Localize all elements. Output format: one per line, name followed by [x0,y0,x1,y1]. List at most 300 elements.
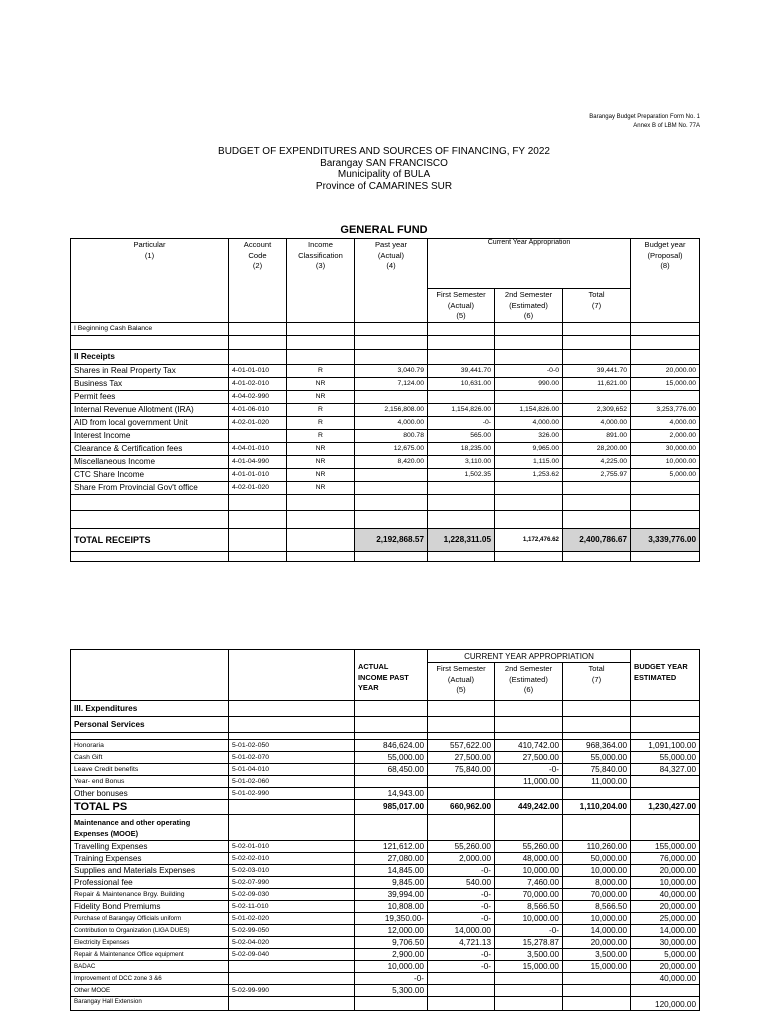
blank-cell [287,551,355,561]
blank-cell [428,815,495,841]
budget-year-cell: 1,091,100.00 [631,740,700,752]
particular-cell: Other bonuses [71,788,229,800]
first-semester-cell: 565.00 [428,429,495,442]
particular-cell: Training Expenses [71,853,229,865]
past-year-cell: 10,808.00 [355,901,428,913]
beginning-balance-label: I Beginning Cash Balance [71,322,229,335]
particular-cell: Contribution to Organization (LIGA DUES) [71,925,229,937]
blank-cell [229,815,355,841]
blank-cell [495,510,563,528]
account-code-cell: 5-01-02-990 [229,788,355,800]
beginning-balance-row [71,322,700,335]
account-code-cell: 5-01-02-060 [229,776,355,788]
blank-cell [355,815,428,841]
account-code-cell: 4-04-02-990 [229,390,287,403]
form-reference-line1: Barangay Budget Preparation Form No. 1 [589,114,700,120]
exp-header-total: Total (7) [563,663,631,701]
header-total: Total (7) [563,289,631,323]
total-past-year: 2,192,868.57 [355,528,428,551]
total-first-semester: 1,228,311.05 [428,528,495,551]
table-row [71,442,700,455]
table-row [71,429,700,442]
blank-cell [495,733,563,740]
blank-cell [355,733,428,740]
expenditures-header-row [71,650,700,663]
account-code-cell: 4-01-02-010 [229,377,287,390]
account-code-cell [229,961,355,973]
budget-year-cell: 5,000.00 [631,949,700,961]
blank-row [71,551,700,561]
second-semester-cell: 55,260.00 [495,841,563,853]
blank-cell [71,551,229,561]
total-receipts-row [71,528,700,551]
first-semester-cell: 14,000.00 [428,925,495,937]
first-semester-cell: 39,441.70 [428,364,495,377]
total-total: 2,400,786.67 [563,528,631,551]
budget-year-cell: 2,000.00 [631,429,700,442]
table-row [71,853,700,865]
past-year-cell: 12,675.00 [355,442,428,455]
second-semester-cell [495,973,563,985]
past-year-cell: 8,420.00 [355,455,428,468]
table-row [71,913,700,925]
blank-cell [495,815,563,841]
particular-cell: Shares in Real Property Tax [71,364,229,377]
account-code-cell: 5-02-99-990 [229,985,355,997]
header-budget-year: Budget year (Proposal) (8) [631,239,700,323]
budget-year-cell: 3,253,776.00 [631,403,700,416]
particular-cell: Supplies and Materials Expenses [71,865,229,877]
first-semester-cell: -0- [428,865,495,877]
blank-cell [229,701,355,717]
blank-cell [428,551,495,561]
header-current-year: Current Year Appropriation [428,239,631,289]
past-year-cell: 14,845.00 [355,865,428,877]
account-code-cell [229,429,287,442]
header-first-semester: First Semester (Actual) (5) [428,289,495,323]
table-row [71,764,700,776]
particular-cell: Professional fee [71,877,229,889]
blank-row [71,335,700,349]
first-semester-cell: 1,154,826.00 [428,403,495,416]
particular-cell: Year- end Bonus [71,776,229,788]
past-year-cell [355,468,428,481]
budget-year-cell: 25,000.00 [631,913,700,925]
total-cell: 4,000.00 [563,416,631,429]
account-code-cell: 4-01-04-990 [229,455,287,468]
table-row [71,752,700,764]
account-code-cell: 4-01-01-010 [229,364,287,377]
past-year-cell: 7,124.00 [355,377,428,390]
second-semester-cell [495,481,563,494]
second-semester-cell: 1,154,826.00 [495,403,563,416]
blank-cell [428,510,495,528]
past-year-cell: 27,080.00 [355,853,428,865]
receipts-header-row [71,239,700,289]
second-semester-cell: 3,500.00 [495,949,563,961]
account-code-cell: 5-02-03-010 [229,865,355,877]
past-year-cell: -0- [355,973,428,985]
first-semester-cell: 27,500.00 [428,752,495,764]
second-semester-cell: -0- [495,764,563,776]
total-ps-budget: 1,230,427.00 [631,800,700,815]
second-semester-cell: 27,500.00 [495,752,563,764]
total-ps-total: 1,110,204.00 [563,800,631,815]
second-semester-cell: 9,965.00 [495,442,563,455]
blank-cell [563,551,631,561]
blank-cell [631,788,700,800]
account-code-cell: 4-04-01-010 [229,442,287,455]
blank-cell [495,997,563,1011]
fund-title: GENERAL FUND [340,224,428,236]
particular-cell: Miscellaneous Income [71,455,229,468]
blank-row [71,494,700,510]
first-semester-cell: 4,721.13 [428,937,495,949]
table-row [71,481,700,494]
total-cell: 11,621.00 [563,377,631,390]
budget-year-cell: 10,000.00 [631,877,700,889]
total-cell: 891.00 [563,429,631,442]
account-code-cell: 4-02-01-020 [229,481,287,494]
exp-header-first-semester: First Semester (Actual) (5) [428,663,495,701]
blank-cell [631,551,700,561]
income-class-cell: R [287,429,355,442]
budget-year-cell: 15,000.00 [631,377,700,390]
total-cell: 2,755.97 [563,468,631,481]
blank-cell [631,701,700,717]
second-semester-cell: 15,278.87 [495,937,563,949]
account-code-cell: 4-01-06-010 [229,403,287,416]
income-class-cell: NR [287,377,355,390]
particular-cell: BADAC [71,961,229,973]
particular-cell: Barangay Hall Extension [71,997,229,1011]
table-row [71,985,700,997]
past-year-cell: 2,900.00 [355,949,428,961]
blank-cell [428,717,495,733]
barangay-name: Barangay SAN FRANCISCO [320,157,448,169]
blank-cell [355,551,428,561]
table-row [71,841,700,853]
table-row [71,889,700,901]
blank-cell [563,717,631,733]
budget-year-cell: 14,000.00 [631,925,700,937]
budget-year-cell: 30,000.00 [631,442,700,455]
second-semester-cell: 326.00 [495,429,563,442]
past-year-cell [355,390,428,403]
past-year-cell: 14,943.00 [355,788,428,800]
total-cell: 8,000.00 [563,877,631,889]
second-semester-cell: 410,742.00 [495,740,563,752]
blank-cell [495,701,563,717]
table-row [71,865,700,877]
budget-year-cell: 40,000.00 [631,889,700,901]
blank-cell [287,528,355,551]
past-year-cell: 19,350.00- [355,913,428,925]
second-semester-cell [495,390,563,403]
total-cell: 50,000.00 [563,853,631,865]
budget-year-cell: 4,000.00 [631,416,700,429]
account-code-cell: 5-01-04-010 [229,764,355,776]
account-code-cell: 5-02-11-010 [229,901,355,913]
header-particular: Particular (1) [71,239,229,323]
particular-cell: Interest Income [71,429,229,442]
total-cell [563,481,631,494]
blank-cell [563,701,631,717]
particular-cell: Electricity Expenses [71,937,229,949]
past-year-cell: 68,450.00 [355,764,428,776]
first-semester-cell: -0- [428,913,495,925]
first-semester-cell: 55,260.00 [428,841,495,853]
form-reference [589,113,700,131]
table-row [71,901,700,913]
total-cell: 968,364.00 [563,740,631,752]
first-semester-cell: -0- [428,889,495,901]
blank-cell [229,510,287,528]
particular-cell: Share From Provincial Gov't office [71,481,229,494]
past-year-cell: 121,612.00 [355,841,428,853]
exp-header-second-semester: 2nd Semester (Estimated) (6) [495,663,563,701]
blank-row [71,733,700,740]
past-year-cell: 5,300.00 [355,985,428,997]
blank-cell [428,494,495,510]
account-code-cell: 5-02-07-990 [229,877,355,889]
blank-cell [563,510,631,528]
table-row [71,468,700,481]
total-cell: 75,840.00 [563,764,631,776]
particular-cell: Cash Gift [71,752,229,764]
second-semester-cell: 7,460.00 [495,877,563,889]
table-row [71,740,700,752]
second-semester-cell: 15,000.00 [495,961,563,973]
total-cell: 3,500.00 [563,949,631,961]
first-semester-cell: 1,502.35 [428,468,495,481]
particular-cell: Purchase of Barangay Officials uniform [71,913,229,925]
table-row [71,455,700,468]
total-second-semester: 1,172,476.62 [495,528,563,551]
account-code-cell: 5-01-02-070 [229,752,355,764]
first-semester-cell: 2,000.00 [428,853,495,865]
total-cell: 55,000.00 [563,752,631,764]
second-semester-cell: 1,115.00 [495,455,563,468]
budget-year-cell: 20,000.00 [631,961,700,973]
particular-cell: Leave Credit benefits [71,764,229,776]
blank-cell [495,788,563,800]
past-year-cell: 4,000.00 [355,416,428,429]
blank-cell [563,733,631,740]
blank-cell [229,494,287,510]
income-class-cell: NR [287,455,355,468]
first-semester-cell: 3,110.00 [428,455,495,468]
header-past-year: Past year (Actual) (4) [355,239,428,323]
province-name: Province of CAMARINES SUR [315,180,453,192]
account-code-cell [229,973,355,985]
table-row [71,937,700,949]
budget-year-cell: 20,000.00 [631,364,700,377]
blank-cell [287,510,355,528]
account-code-cell: 5-01-02-050 [229,740,355,752]
budget-year-cell: 76,000.00 [631,853,700,865]
account-code-cell: 5-02-04-020 [229,937,355,949]
first-semester-cell [428,390,495,403]
particular-cell: Business Tax [71,377,229,390]
blank-cell [355,494,428,510]
total-cell [563,390,631,403]
blank-cell [71,733,229,740]
document-header [0,146,768,192]
budget-year-cell: 84,327.00 [631,764,700,776]
first-semester-cell: 540.00 [428,877,495,889]
total-cell: 11,000.00 [563,776,631,788]
first-semester-cell: 75,840.00 [428,764,495,776]
blank-cell [495,717,563,733]
table-row [71,364,700,377]
table-row [71,788,700,800]
particular-cell: AID from local government Unit [71,416,229,429]
blank-cell [229,733,355,740]
blank-cell [631,494,700,510]
total-ps-row [71,800,700,815]
second-semester-cell: 4,000.00 [495,416,563,429]
total-cell: 39,441.70 [563,364,631,377]
blank-cell [355,997,428,1011]
table-row [71,377,700,390]
budget-year-cell [631,776,700,788]
form-reference-line2: Annex B of LBM No. 77A [633,123,700,129]
income-class-cell: R [287,403,355,416]
first-semester-cell [428,481,495,494]
table-row [71,997,700,1011]
past-year-cell: 10,000.00 [355,961,428,973]
total-receipts-label: TOTAL RECEIPTS [71,528,229,551]
total-ps-second: 449,242.00 [495,800,563,815]
past-year-cell: 800.78 [355,429,428,442]
budget-year-cell [631,481,700,494]
account-code-cell: 5-02-01-010 [229,841,355,853]
total-cell: 10,000.00 [563,865,631,877]
income-class-cell: NR [287,442,355,455]
account-code-cell: 5-02-09-040 [229,949,355,961]
header-account-code: Account Code (2) [229,239,287,323]
first-semester-cell [428,973,495,985]
account-code-cell: 5-01-02-020 [229,913,355,925]
first-semester-cell: -0- [428,901,495,913]
first-semester-cell [428,985,495,997]
second-semester-cell: 10,000.00 [495,913,563,925]
income-class-cell: NR [287,468,355,481]
account-code-cell: 5-02-09-030 [229,889,355,901]
past-year-cell: 12,000.00 [355,925,428,937]
budget-year-cell [631,985,700,997]
past-year-cell: 55,000.00 [355,752,428,764]
income-class-cell: NR [287,481,355,494]
total-cell: 20,000.00 [563,937,631,949]
receipts-table [70,238,700,562]
table-row [71,403,700,416]
past-year-cell: 39,994.00 [355,889,428,901]
header-budget-year-estimated: BUDGET YEAR ESTIMATED [631,650,700,701]
second-semester-cell: 70,000.00 [495,889,563,901]
budget-year-cell: 30,000.00 [631,937,700,949]
budget-year-cell: 120,000.00 [631,997,700,1011]
blank-cell [229,551,287,561]
blank-cell [428,997,495,1011]
total-budget-year: 3,339,776.00 [631,528,700,551]
past-year-cell [355,481,428,494]
first-semester-cell: -0- [428,416,495,429]
municipality-name: Municipality of BULA [337,169,431,180]
past-year-cell: 2,156,808.00 [355,403,428,416]
expenditures-table [70,649,700,1011]
past-year-cell: 846,624.00 [355,740,428,752]
blank-cell [495,494,563,510]
total-cell [563,973,631,985]
particular-cell: Repair & Maintenance Brgy. Building [71,889,229,901]
second-semester-cell: 990.00 [495,377,563,390]
total-ps-label: TOTAL PS [71,800,229,815]
header-actual-income: ACTUAL INCOME PAST YEAR [355,650,428,701]
past-year-cell: 9,845.00 [355,877,428,889]
blank-cell [563,494,631,510]
income-class-cell: R [287,364,355,377]
blank-cell [428,701,495,717]
total-cell: 110,260.00 [563,841,631,853]
past-year-cell [355,776,428,788]
receipts-section-row [71,349,700,364]
second-semester-cell: 10,000.00 [495,865,563,877]
second-semester-cell [495,985,563,997]
total-cell: 4,225.00 [563,455,631,468]
blank-cell [631,815,700,841]
first-semester-cell: -0- [428,949,495,961]
particular-cell: Travelling Expenses [71,841,229,853]
first-semester-cell: 10,631.00 [428,377,495,390]
blank-cell [495,551,563,561]
blank-cell [71,494,229,510]
expenditures-section-row [71,701,700,717]
table-row [71,961,700,973]
table-row [71,925,700,937]
blank-cell [287,494,355,510]
particular-cell: Fidelity Bond Premiums [71,901,229,913]
particular-cell: Honoraria [71,740,229,752]
first-semester-cell: 18,235.00 [428,442,495,455]
total-cell: 15,000.00 [563,961,631,973]
table-row [71,416,700,429]
blank-cell [428,788,495,800]
blank-cell [355,510,428,528]
particular-cell: Permit fees [71,390,229,403]
particular-cell: Clearance & Certification fees [71,442,229,455]
document-title: BUDGET OF EXPENDITURES AND SOURCES OF FINANCING, FY 2022 [218,146,550,157]
total-cell: 2,309,652 [563,403,631,416]
first-semester-cell: -0- [428,961,495,973]
budget-year-cell: 55,000.00 [631,752,700,764]
personal-services-label: Personal Services [71,717,229,733]
budget-year-cell: 40,000.00 [631,973,700,985]
total-cell: 14,000.00 [563,925,631,937]
mooe-title-row [71,815,700,841]
particular-cell: Improvement of DCC zone 3 &6 [71,973,229,985]
mooe-title [71,815,229,841]
table-row [71,776,700,788]
budget-year-cell [631,390,700,403]
blank-cell [631,733,700,740]
mooe-title-line1: Maintenance and other operating [74,817,191,827]
header-current-year-appropriation: CURRENT YEAR APPROPRIATION [428,650,631,663]
table-row [71,390,700,403]
account-code-cell: 5-02-02-010 [229,853,355,865]
income-class-cell: NR [287,390,355,403]
